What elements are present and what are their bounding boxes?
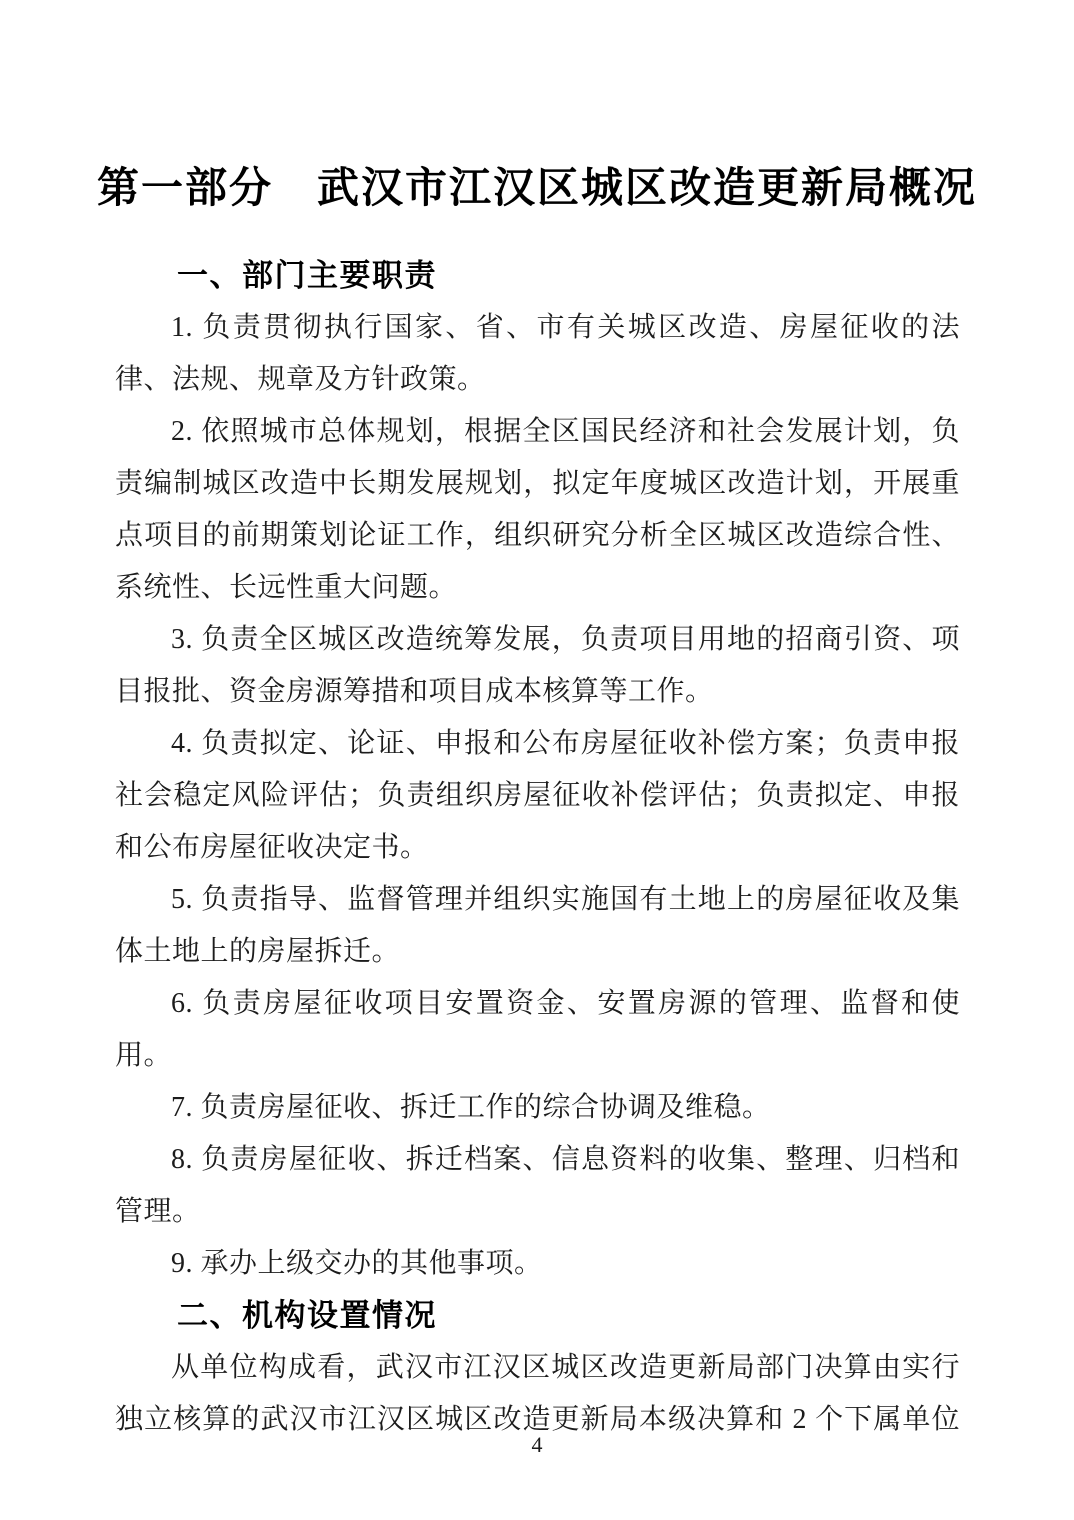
page-number: 4 [531,1432,543,1457]
section-2-heading: 二、机构设置情况 [177,1298,437,1333]
paragraph-duty-1: 1. 负责贯彻执行国家、省、市有关城区改造、房屋征收的法律、法规、规章及方针政策。 [115,312,960,395]
paragraph-duty-4: 4. 负责拟定、论证、申报和公布房屋征收补偿方案；负责申报社会稳定风险评估；负责组织房屋征收补偿评估；负责拟定、申报和公布房屋征收决定书。 [115,728,960,863]
section-1-heading: 一、部门主要职责 [177,258,437,293]
page-title: 第一部分 武汉市江汉区城区改造更新局概况 [96,164,977,211]
paragraph-duty-9: 9. 承办上级交办的其他事项。 [171,1248,543,1279]
page-footer [0,1432,1074,1458]
document-body [115,250,960,1446]
paragraph-org-1: 从单位构成看，武汉市江汉区城区改造更新局部门决算由实行独立核算的武汉市江汉区城区改造更新局本级决算和 2 个下属单位 [115,1352,960,1435]
paragraph-duty-8: 8. 负责房屋征收、拆迁档案、信息资料的收集、整理、归档和管理。 [115,1144,960,1227]
paragraph-duty-2: 2. 依照城市总体规划，根据全区国民经济和社会发展计划，负责编制城区改造中长期发展规划，拟定年度城区改造计划，开展重点项目的前期策划论证工作，组织研究分析全区城区改造综合性、系统性、长远性重大问题。 [115,416,960,603]
section-org-structure [115,1290,960,1446]
section-main-duties [115,250,960,1290]
paragraph-duty-6: 6. 负责房屋征收项目安置资金、安置房源的管理、监督和使用。 [115,988,960,1071]
paragraph-duty-5: 5. 负责指导、监督管理并组织实施国有土地上的房屋征收及集体土地上的房屋拆迁。 [115,884,960,967]
paragraph-duty-3: 3. 负责全区城区改造统筹发展，负责项目用地的招商引资、项目报批、资金房源筹措和项目成本核算等工作。 [115,624,960,707]
paragraph-duty-7: 7. 负责房屋征收、拆迁工作的综合协调及维稳。 [171,1092,771,1123]
